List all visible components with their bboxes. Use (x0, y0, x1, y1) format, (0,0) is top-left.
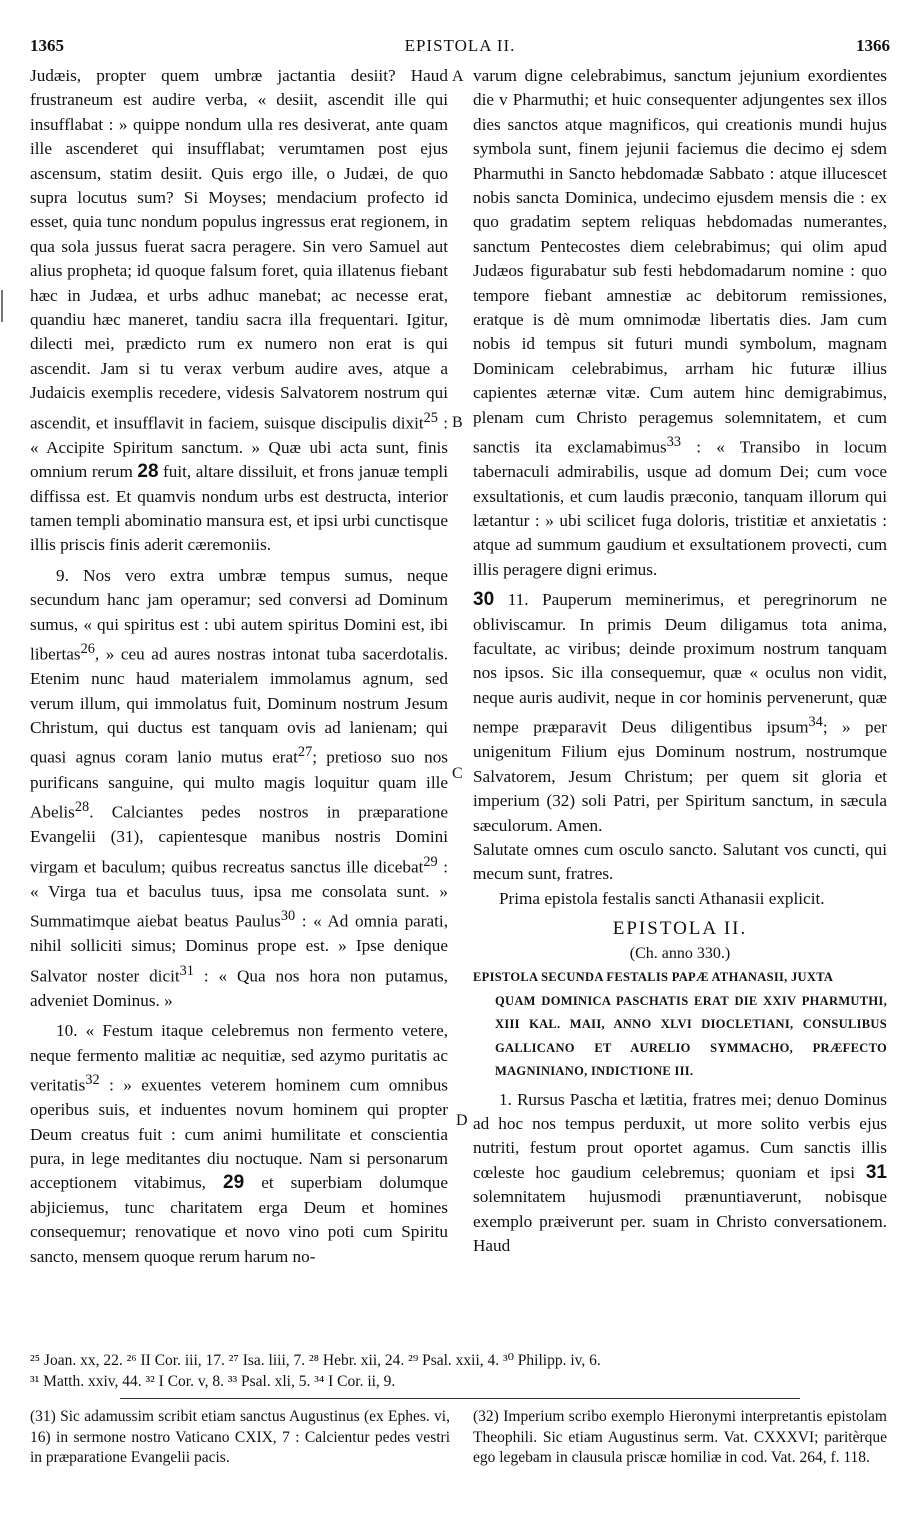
page-number-right: 1366 (856, 36, 890, 55)
footnote-left: (31) Sic adamussim scribit etiam sanctus Augustinus (ex Ephes. vi, 16) in sermone nostro Vaticano CXIX, 7 : Calcientur pedes vestri in præparatione Evangelii pacis. (30, 1408, 450, 1466)
margin-mark-a: A (452, 68, 464, 85)
epistle-date: (Ch. anno 330.) (629, 944, 731, 962)
epistle-title: EPISTOLA II. (612, 918, 748, 940)
epistle-heading: EPISTOLA SECUNDA FESTALIS PAPÆ ATHANASII, JUXTA QUAM DOMINICA PASCHATIS ERAT DIE XXIV PHARMUTHI, XIII KAL. MAII, ANNO XLVI DIOCLETIANI, CONSULIBUS GALLICANO ET AURELIO SYMMACHO, PRÆFECTO MAGNINIANO, INDICTIONE III. (473, 970, 887, 1079)
footnote-right: (32) Imperium scribo exemplo Hieronymi interpretantis epistolam Theophili. Sic etiam Augustinus serm. Vat. CXXXVI; paritèrque ego legebam in clausula priscæ homiliæ in cod. Vat. 264, f. 118. (473, 1408, 887, 1466)
section-number: 30 (473, 589, 495, 611)
paragraph: 9. Nos vero extra umbræ tempus sumus, neque secundum hanc jam operamur; sed conversi ad Dominum sumus, « qui spiritus est : ubi autem spiritus Domini est, ibi libertas$^{26}$, » ceu ad aures nostras intonat tuba sacerdotalis. Etenim nunc haud materialem immolamus agnum, sed verum illum, qui immolatus fuit, Dominum nostrum Jesum Christum, qui ductus est tanquam ovis ad lanienam; qui quasi agnus coram lanio mutus erat$^{27}$; pretioso suo nos purificans sanguine, qui multo magis loquitur quam ille Abelis$^{28}$. Calciantes pedes nostros in præparatione Evangelii (31), capientesque manibus nostris Domini virgam et baculum; quibus recreatus sanctus ille dicebat$^{29}$ : « Virga tua et baculus tuus, ipsa me consolata sunt. » Summatimque aiebat beatus Paulus$^{30}$ : « Ad omnia parati, nihil solliciti simus; Dominus prope est. » Ipse denique Salvator noster dicit$^{31}$ : « Qua nos hora non putamus, adveniet Dominus. » (30, 565, 448, 1010)
margin-mark-b: B (452, 414, 463, 431)
reference-line: ³¹ Matth. xxiv, 44. ³² I Cor. v, 8. ³³ Psal. xli, 5. ³⁴ I Cor. ii, 9. (30, 1373, 396, 1390)
separator-line (120, 1398, 800, 1399)
paragraph: 1. Rursus Pascha et lætitia, fratres mei; denuo Dominus ad hoc nos tempus perduxit, ut more solito verbis ejus nutriti, festum prout oportet agamus. Cum sanctis illis cœleste hoc gaudium celebremus; quoniam et ipsi 31 solemnitatem hujusmodi prænuntiaverunt, nobisque exemplo præiverunt per. suam in Christo conversationem. Haud (473, 1089, 887, 1256)
paragraph: 30 11. Pauperum meminerimus, et peregrinorum ne obliviscamur. In primis Deum diligamus tota anima, facultate, ac viribus; deinde proximum nostrum tanquam nos ipsos. Sic illa consequemur, quæ « oculus non vidit, neque auris audivit, neque in cor hominis pervenerunt, quæ nempe præparavit Deus diligentibus ipsum$^{34}$; » per unigenitum Filium ejus Dominum nostrum, nostrumque Salvatorem, Jesum Christum; per quem sit gloria et imperium (32) soli Patri, per Spiritum sanctum, in sæcula sæculorum. Amen. (473, 589, 887, 835)
page-number-left: 1365 (30, 36, 64, 55)
margin-mark-d: D (456, 1112, 468, 1129)
section-number: 31 (865, 1161, 887, 1183)
section-number: 28 (137, 461, 159, 483)
scripture-references (30, 1350, 890, 1392)
paragraph: Prima epistola festalis sancti Athanasii explicit. (499, 888, 825, 908)
running-header (30, 36, 890, 62)
left-column (30, 64, 448, 1269)
margin-mark-c: C (452, 765, 463, 782)
right-column (473, 64, 887, 1258)
page-title: EPISTOLA II. (404, 36, 516, 55)
reference-line: ²⁵ Joan. xx, 22. ²⁶ II Cor. iii, 17. ²⁷ Isa. liii, 7. ²⁸ Hebr. xii, 24. ²⁹ Psal. xxii, 4. ³⁰ Philipp. iv, 6. (30, 1352, 601, 1369)
paragraph: Judæis, propter quem umbræ jactantia desiit? Haud frustraneum est audire verba, « desiit, ascendit ille qui insufflabat : » quippe nondum ulla res desiverat, ante quam ille ascenderet qui insufflabat; verumtamen post ejus ascensum, statim desiit. Quis ergo ille, o Judæi, de quo supra locutus sum? Si Moyses; mendacium profecto id esset, quia tunc nondum populus ingressus erat regionem, in qua sola jussus fuerat sacra peragere. Sin vero Samuel aut alius propheta; id quoque falsum foret, quia illatenus fiebant hæc in Judæa, et urbs adhuc manebat; ac necesse erat, quandiu hæc maneret, tandiu sacra illa frequentari. Igitur, dilecti mei, prædicto rum ex numero non erat is qui ascendit. Jam si tu verax verbum audire aves, atque a Judaicis exemplis recedere, videsis Salvatorem nostrum qui ascendit, et insufflavit in faciem, suisque discipulis dixit$^{25}$ : « Accipite Spiritum sanctum. » Quæ ubi acta sunt, finis omnium rerum 28 fuit, altare dissiluit, et frons januæ templi diffissa est. Et quamvis nondum urbs est destructa, interior tamen templi abominatio mansura est, et ipsi urbi cunctisque illis priscis finis aderit cæremoniis. (30, 66, 448, 555)
scan-mark (1, 290, 3, 322)
section-number: 29 (223, 1172, 245, 1194)
paragraph: 10. « Festum itaque celebremus non fermento vetere, neque fermento malitiæ ac nequitiæ, sed azymo puritatis ac veritatis$^{32}$ : » exuentes veterem hominem cum omnibus operibus suis, et induentes novum hominem qui propter Deum creatus fuit : cum animi humilitate et conscientia pura, in lege meditantes diu noctuque. Nam si personarum acceptionem vitabimus, 29 et superbiam dolumque abjiciemus, tunc charitatem erga Deum et homines consequemur; renovatique et novo vino poti cum Spiritu sancto, mensem quoque rerum harum no- (30, 1021, 448, 1266)
paragraph: Salutate omnes cum osculo sancto. Salutant vos cuncti, qui mecum sunt, fratres. (473, 840, 887, 884)
paragraph: varum digne celebrabimus, sanctum jejunium exordientes die v Pharmuthi; et huic consequenter adjungentes sex illos dies sanctos atque magnificos, qui creationis mundi hujus symbola sunt, finem jejunii faciemus die decimo ej sdem Pharmuthi in Sancto hebdomadæ Sabbato : atque illucescet nobis sancta Dominica, undecimo ejusdem mensis die : ex quo gradatim septem reliquas hebdomadas numerantes, sanctum Pentecostes diem celebrabimus; qui olim apud Judæos figurabatur sub festi hebdomadarum nomine : quo tempore fiebant amnestiæ ac debitorum remissiones, eratque is dè mum omnimodæ libertatis dies. Jam cum nobis id tempus sit futuri mundi symbolum, magnam Dominicam celebrabimus, arrham hic futuræ illius capientes æternæ vitæ. Cum autem hinc demigrabimus, plenam cum Christo peragemus solemnitatem, et cum sanctis ita exclamabimus$^{33}$ : « Transibo in locum tabernaculi admirabilis, usque ad domum Dei; cum voce exsultationis, et cum laudis præconio, tanquam illorum qui lætantur : » ubi scilicet fuga doloris, tristitiæ et anxietatis : atque ad summum gaudium et exsultationem provecti, cum illis peragere digni erimus. (473, 66, 887, 579)
